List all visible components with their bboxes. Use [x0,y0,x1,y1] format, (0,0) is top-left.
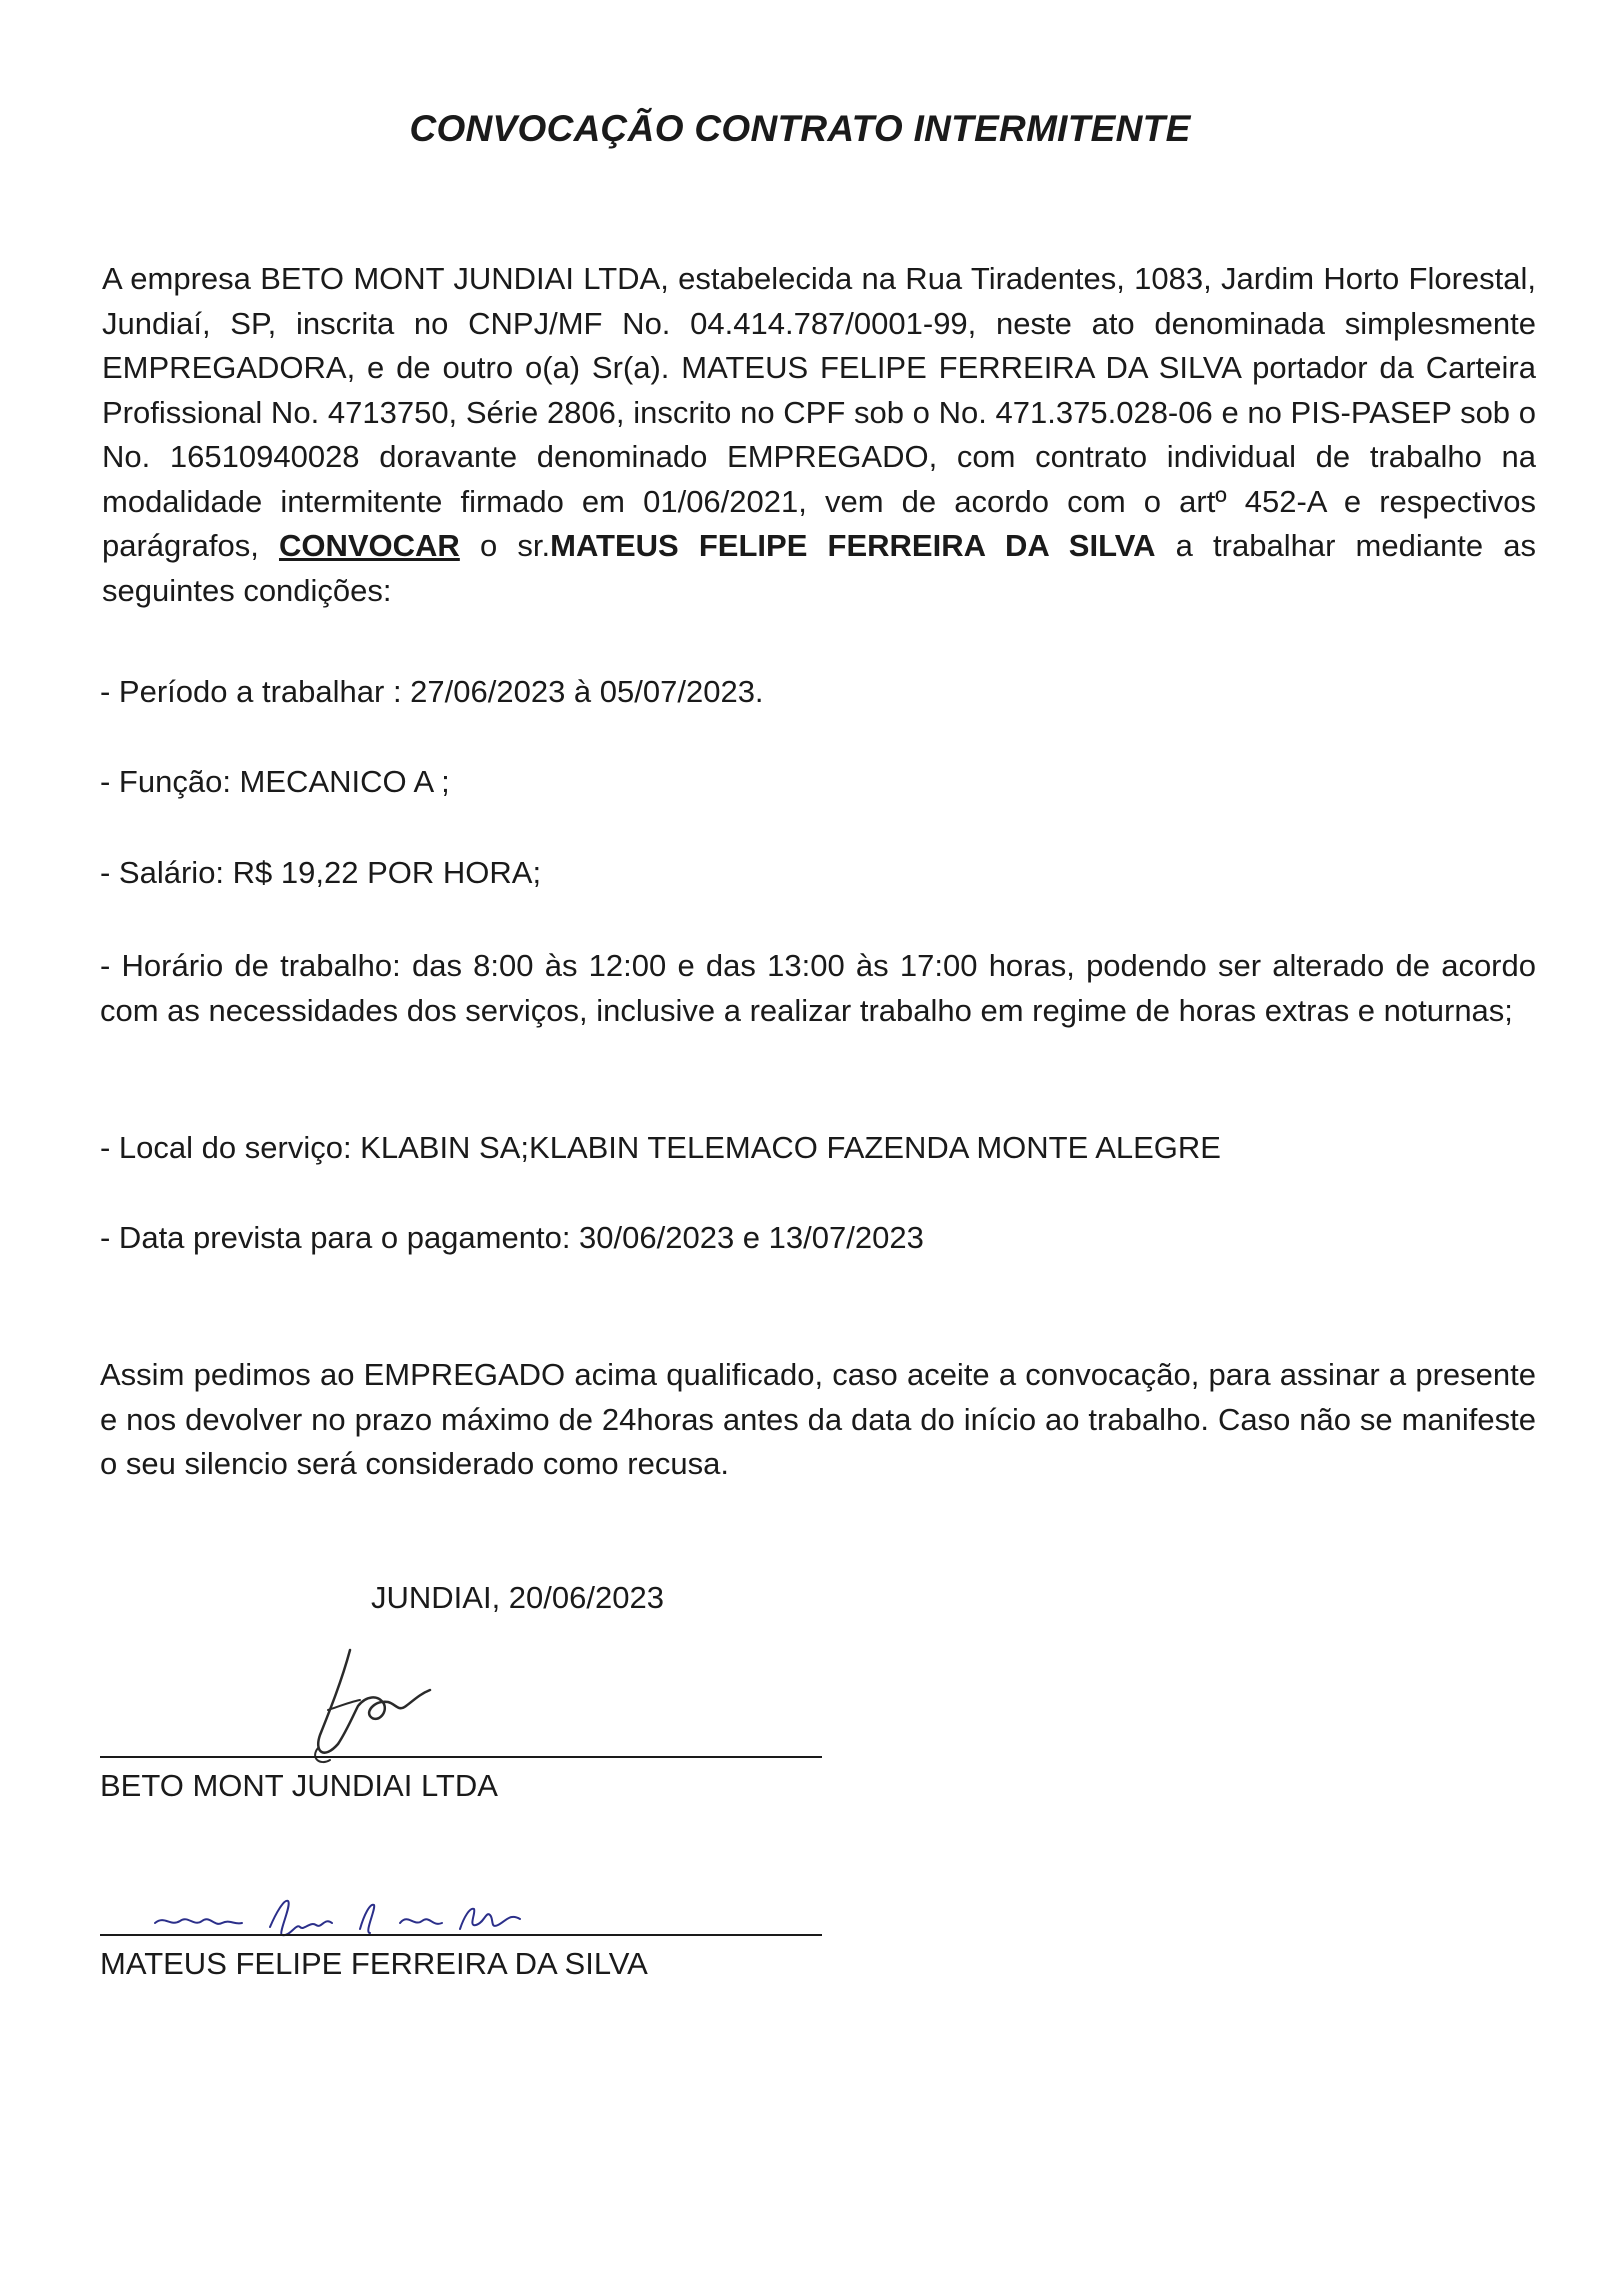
employee-name-emphasis: MATEUS FELIPE FERREIRA DA SILVA [550,528,1156,563]
employee-signature-name: MATEUS FELIPE FERREIRA DA SILVA [100,1946,648,1981]
employee-signature-line [100,1934,822,1936]
intro-text-part2: o sr. [459,528,551,563]
intro-paragraph [102,257,1536,613]
condition-period: - Período a trabalhar : 27/06/2023 à 05/07/2023. [100,674,764,709]
employer-signature-drawing [280,1640,480,1770]
condition-function: - Função: MECANICO A ; [100,764,450,799]
closing-paragraph: Assim pedimos ao EMPREGADO acima qualificado, caso aceite a convocação, para assinar a presente e nos devolver no prazo máximo de 24horas antes da data do início ao trabalho. Caso não se manifeste o seu silencio será considerado como recusa. [100,1357,1536,1481]
employer-signature-name: BETO MONT JUNDIAI LTDA [100,1768,498,1803]
condition-payment-date: - Data prevista para o pagamento: 30/06/2023 e 13/07/2023 [100,1220,924,1255]
employer-signature-line [100,1756,822,1758]
city-date: JUNDIAI, 20/06/2023 [371,1580,664,1615]
intro-text-part1: A empresa BETO MONT JUNDIAI LTDA, estabelecida na Rua Tiradentes, 1083, Jardim Horto Florestal, Jundiaí, SP, inscrita no CNPJ/MF No. 04.414.787/0001-99, neste ato denominada simplesmente EMPREGADORA, e de outro o(a) Sr(a). MATEUS FELIPE FERREIRA DA SILVA portador da Carteira Profissional No. 4713750, Série 2806, inscrito no CPF sob o No. 471.375.028-06 e no PIS-PASEP sob o No. 16510940028 doravante denominado EMPREGADO, com contrato individual de trabalho na modalidade intermitente firmado em 01/06/2021, vem de acordo com o artº 452-A e respectivos parágrafos, [102,261,1536,563]
condition-schedule: - Horário de trabalho: das 8:00 às 12:00 e das 13:00 às 17:00 horas, podendo ser alterado de acordo com as necessidades dos serviços, inclusive a realizar trabalho em regime de horas extras e noturnas; [100,948,1536,1028]
intro-text-part3: a trabalhar mediante as seguintes condições: [102,528,1536,608]
condition-salary: - Salário: R$ 19,22 POR HORA; [100,855,542,890]
convocar-emphasis: CONVOCAR [278,528,460,563]
document-title: CONVOCAÇÃO CONTRATO INTERMITENTE [409,108,1191,149]
condition-location: - Local do serviço: KLABIN SA;KLABIN TELEMACO FAZENDA MONTE ALEGRE [100,1130,1221,1165]
